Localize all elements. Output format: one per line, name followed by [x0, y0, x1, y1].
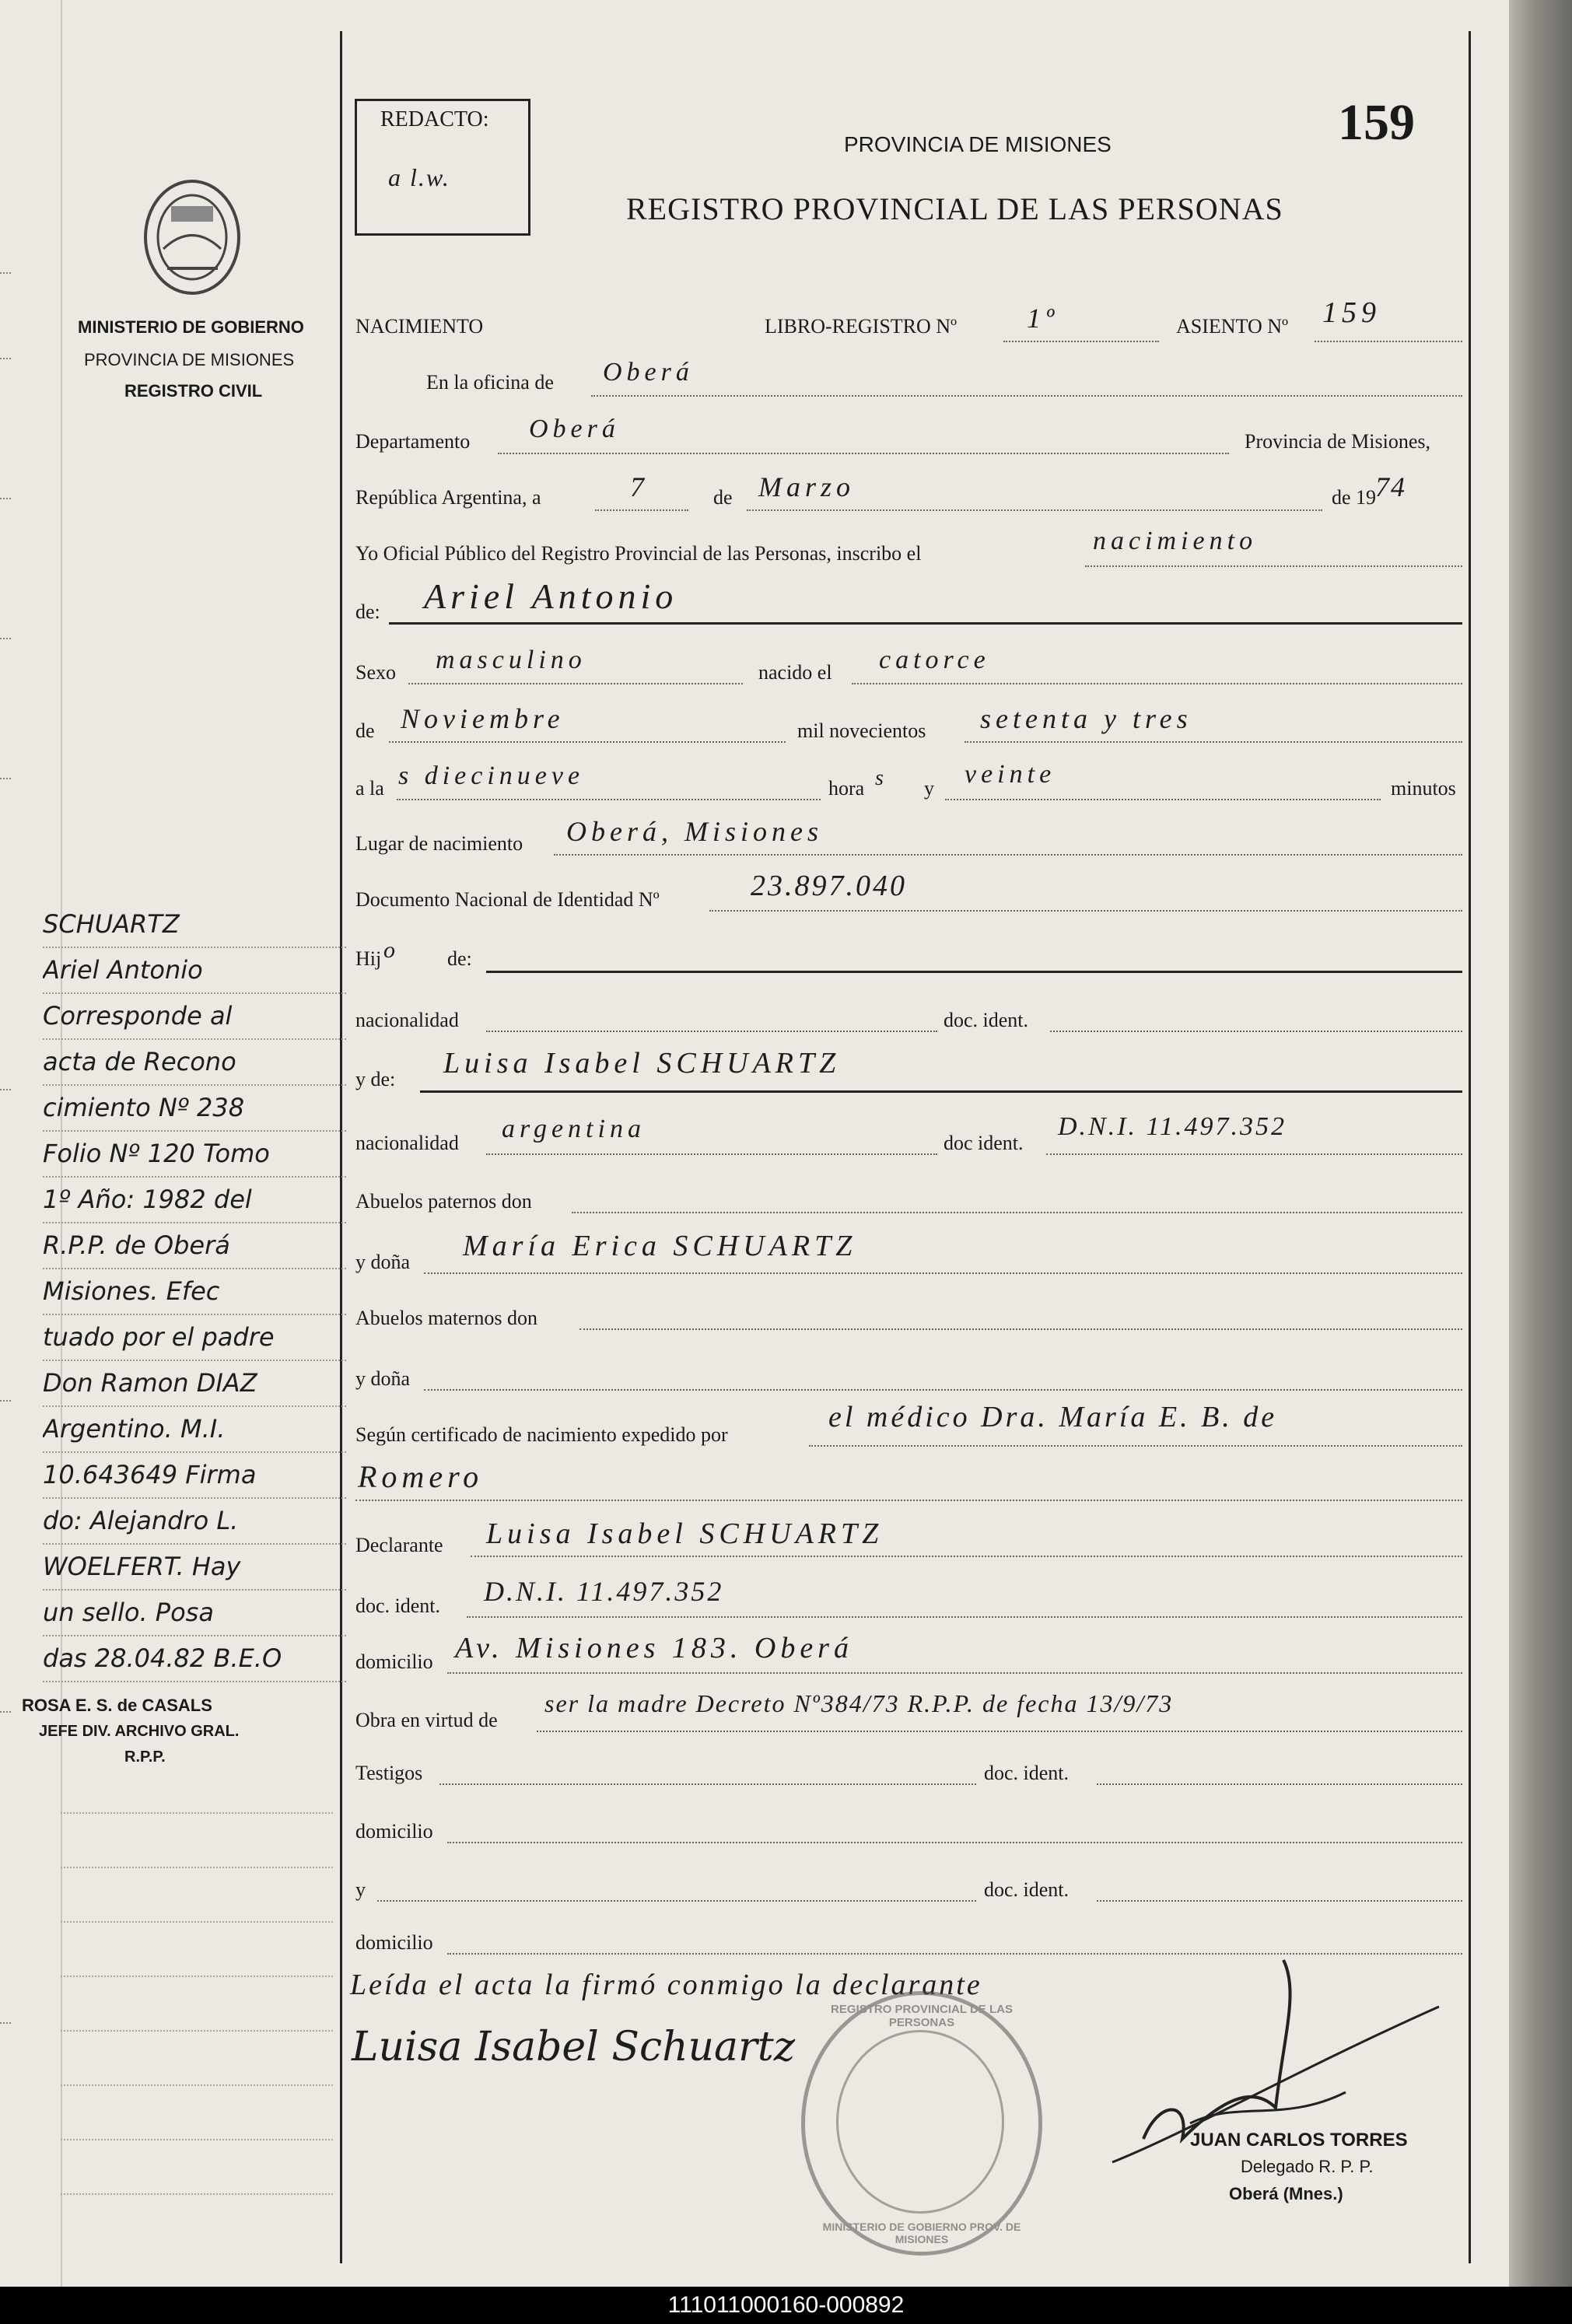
nacionalidad-label: nacionalidad: [355, 1009, 459, 1031]
dotted-line: [397, 799, 821, 800]
dotted-line: [486, 1031, 937, 1032]
alas-value: s diecinueve: [398, 761, 585, 790]
dni-label: Documento Nacional de Identidad Nº: [355, 888, 660, 911]
margin-line: cimiento Nº 238: [43, 1086, 346, 1132]
dia-value: 7: [630, 471, 649, 502]
dotted-line: [709, 910, 1462, 912]
margin-line: Corresponde al: [43, 994, 346, 1040]
dotted-line: [61, 1812, 333, 1814]
dotted-line: [852, 683, 1462, 684]
stamp-text-bottom: MINISTERIO DE GOBIERNO PROV. DE MISIONES: [822, 2221, 1021, 2245]
margin-tick: [0, 1089, 11, 1090]
footer-code: 111011000160-000892: [0, 2287, 1572, 2324]
dni-value: 23.897.040: [751, 870, 907, 902]
margin-line: Misiones. Efec: [43, 1269, 346, 1315]
anio-value: 74: [1375, 471, 1406, 502]
provincial-seal-icon: [140, 175, 245, 299]
dotted-line: [377, 1900, 976, 1902]
name-line: [389, 622, 1462, 625]
testigos-label: Testigos: [355, 1762, 423, 1784]
dotted-line: [945, 799, 1381, 800]
sexo-value: masculino: [436, 646, 586, 674]
oficial-value: nacimiento: [1093, 527, 1258, 555]
abuelos-maternos-label: Abuelos maternos don: [355, 1307, 537, 1329]
asiento-label: ASIENTO Nº: [1176, 315, 1289, 338]
domicilio-testigo-label: domicilio: [355, 1820, 433, 1843]
minutos-label: minutos: [1391, 777, 1456, 800]
registry-title: REGISTRO PROVINCIAL DE LAS PERSONAS: [626, 191, 1283, 226]
record-type: NACIMIENTO: [355, 315, 484, 338]
docident-testigo-label: doc. ident.: [984, 1762, 1070, 1784]
docident-declarante-value: D.N.I. 11.497.352: [484, 1576, 724, 1607]
dotted-line: [471, 1556, 1462, 1557]
stamp-text-top: REGISTRO PROVINCIAL DE LAS PERSONAS: [831, 2003, 1013, 2029]
declarante-label: Declarante: [355, 1534, 443, 1556]
margin-line: acta de Recono: [43, 1040, 346, 1086]
dotted-line: [439, 1783, 976, 1785]
dotted-line: [61, 2084, 333, 2086]
oficial-label: Yo Oficial Público del Registro Provincial de las Personas, inscribo el: [355, 542, 922, 565]
province-heading: PROVINCIA DE MISIONES: [84, 350, 295, 369]
civil-registry-heading: REGISTRO CIVIL: [124, 381, 263, 401]
margin-tick: [0, 272, 11, 274]
hora-suffix: s: [875, 766, 888, 790]
sexo-label: Sexo: [355, 661, 396, 684]
docident-madre-label: doc ident.: [944, 1132, 1024, 1154]
margin-tick: [0, 778, 11, 779]
dotted-line: [1097, 1783, 1462, 1785]
margin-line: Don Ramon DIAZ: [43, 1361, 346, 1407]
nacionalidad-madre-label: nacionalidad: [355, 1132, 459, 1154]
hijo-label: Hij: [355, 947, 382, 970]
segun-value-continued: Romero: [358, 1459, 484, 1494]
dotted-line: [61, 1867, 333, 1868]
mes-value: Marzo: [758, 471, 856, 502]
redacto-label: REDACTO:: [380, 107, 489, 131]
libro-value: 1º: [1027, 303, 1059, 334]
domicilio-testigo2-label: domicilio: [355, 1931, 433, 1954]
ydona-materna-label: y doña: [355, 1367, 411, 1390]
minutos-value: veinte: [965, 760, 1056, 789]
redacto-box: [355, 99, 530, 236]
de-nombre-label: de:: [355, 600, 380, 623]
margin-line: WOELFERT. Hay: [43, 1545, 346, 1591]
nombre-value: Ariel Antonio: [424, 576, 678, 616]
margin-line: Folio Nº 120 Tomo: [43, 1132, 346, 1178]
lugar-value: Oberá, Misiones: [566, 816, 823, 847]
domicilio-label: domicilio: [355, 1650, 433, 1673]
dotted-line: [389, 741, 786, 743]
margin-tick: [0, 498, 11, 499]
segun-label: Según certificado de nacimiento expedido por: [355, 1423, 728, 1446]
declarante-value: Luisa Isabel SCHUARTZ: [486, 1517, 884, 1550]
dotted-line: [1046, 1153, 1462, 1155]
de-anio-label: de 19: [1332, 486, 1377, 509]
book-edge: [1509, 0, 1572, 2287]
dotted-line: [61, 2193, 333, 2195]
redacto-initials: a l.w.: [388, 163, 450, 191]
margin-line: R.P.P. de Oberá: [43, 1223, 346, 1269]
departamento-label: Departamento: [355, 430, 471, 453]
lugar-label: Lugar de nacimiento: [355, 832, 523, 855]
dotted-line: [591, 395, 1462, 397]
alas-label: a la: [355, 777, 384, 800]
provincia-label: Provincia de Misiones,: [1245, 430, 1431, 453]
dotted-line: [447, 1842, 1462, 1843]
frame-right-line: [1469, 31, 1471, 2263]
margin-tick: [0, 638, 11, 639]
dotted-line: [447, 1672, 1462, 1674]
docident-madre-value: D.N.I. 11.497.352: [1058, 1112, 1287, 1141]
hijo-suffix: o: [383, 937, 395, 963]
dotted-line: [572, 1212, 1462, 1213]
nacido-value: catorce: [879, 646, 990, 674]
father-line: [486, 971, 1462, 973]
dotted-line: [1085, 565, 1462, 567]
archive-stamp-line1: ROSA E. S. de CASALS: [22, 1696, 212, 1715]
mes-nac-value: Noviembre: [401, 703, 565, 734]
dotted-line: [965, 741, 1462, 743]
hijo-de-label: de:: [447, 947, 472, 970]
margin-line: 1º Año: 1982 del: [43, 1178, 346, 1223]
margin-line: das 28.04.82 B.E.O: [43, 1636, 346, 1682]
nacido-label: nacido el: [758, 661, 832, 684]
segun-value: el médico Dra. María E. B. de: [828, 1401, 1278, 1433]
margin-tick: [0, 1400, 11, 1402]
abuelos-paternos-label: Abuelos paternos don: [355, 1190, 532, 1213]
archive-stamp-line3: R.P.P.: [124, 1748, 166, 1766]
ministry-heading: MINISTERIO DE GOBIERNO: [78, 317, 304, 337]
de-label: de: [713, 486, 733, 509]
margin-annotation: [43, 902, 346, 1682]
margin-line: Argentino. M.I.: [43, 1407, 346, 1453]
archive-stamp-line2: JEFE DIV. ARCHIVO GRAL.: [39, 1723, 240, 1740]
asiento-value: 159: [1322, 296, 1381, 329]
anio-nac-value: setenta y tres: [980, 703, 1192, 734]
yde-label: y de:: [355, 1068, 396, 1090]
ydona-paterna-label: y doña: [355, 1251, 411, 1273]
dotted-line: [1315, 341, 1462, 342]
dotted-line: [424, 1272, 1462, 1274]
dotted-line: [355, 1500, 1462, 1501]
docident-label: doc. ident.: [944, 1009, 1029, 1031]
dotted-line: [498, 453, 1229, 454]
dotted-line: [595, 509, 688, 511]
leida-value: Leída el acta la firmó conmigo la declarante: [350, 1969, 982, 2001]
libro-label: LIBRO-REGISTRO Nº: [765, 315, 958, 338]
margin-line: SCHUARTZ: [43, 902, 346, 948]
signatory-place: Oberá (Mnes.): [1229, 2184, 1343, 2203]
oficina-value: Oberá: [603, 358, 694, 387]
page-number: 159: [1338, 94, 1415, 151]
margin-line: 10.643649 Firma: [43, 1453, 346, 1499]
obra-label: Obra en virtud de: [355, 1709, 498, 1731]
hora-label: hora: [828, 777, 865, 800]
domicilio-value: Av. Misiones 183. Oberá: [455, 1632, 853, 1664]
dotted-line: [809, 1445, 1462, 1447]
de-mes-label: de: [355, 719, 375, 742]
dotted-line: [61, 2139, 333, 2140]
dotted-line: [424, 1389, 1462, 1391]
dotted-line: [747, 509, 1322, 511]
margin-line: Ariel Antonio: [43, 948, 346, 994]
margin-tick: [0, 2022, 11, 2024]
signatory-name: JUAN CARLOS TORRES: [1190, 2130, 1408, 2151]
y-label: y: [924, 777, 934, 800]
dotted-line: [61, 1976, 333, 1977]
docident-declarante-label: doc. ident.: [355, 1594, 441, 1617]
province-title: PROVINCIA DE MISIONES: [844, 132, 1112, 156]
departamento-value: Oberá: [529, 415, 620, 443]
dotted-line: [467, 1616, 1462, 1618]
margin-line: tuado por el padre: [43, 1315, 346, 1361]
docident-testigo2-label: doc. ident.: [984, 1878, 1070, 1901]
margin-line: do: Alejandro L.: [43, 1499, 346, 1545]
declarant-signature: Luisa Isabel Schuartz: [352, 2024, 796, 2070]
dotted-line: [61, 1921, 333, 1923]
y-testigo-label: y: [355, 1878, 366, 1901]
dotted-line: [554, 854, 1462, 856]
dotted-line: [537, 1731, 1462, 1732]
abuela-paterna-value: María Erica SCHUARTZ: [463, 1230, 857, 1262]
oficina-label: En la oficina de: [426, 371, 554, 394]
republica-label: República Argentina, a: [355, 486, 541, 509]
dotted-line: [1003, 341, 1159, 342]
mother-line: [420, 1090, 1462, 1093]
dotted-line: [486, 1153, 937, 1155]
dotted-line: [1097, 1900, 1462, 1902]
obra-value: ser la madre Decreto Nº384/73 R.P.P. de fecha 13/9/73: [544, 1689, 1174, 1717]
mil-label: mil novecientos: [797, 719, 926, 742]
dotted-line: [579, 1328, 1462, 1330]
nacionalidad-madre-value: argentina: [502, 1115, 646, 1143]
margin-line: un sello. Posa: [43, 1591, 346, 1636]
signatory-role: Delegado R. P. P.: [1241, 2157, 1374, 2176]
official-stamp: [801, 1991, 1042, 2256]
madre-value: Luisa Isabel SCHUARTZ: [443, 1047, 841, 1080]
margin-tick: [0, 1711, 11, 1713]
dotted-line: [61, 2030, 333, 2032]
dotted-line: [1050, 1031, 1462, 1032]
margin-tick: [0, 358, 11, 359]
dotted-line: [408, 683, 743, 684]
